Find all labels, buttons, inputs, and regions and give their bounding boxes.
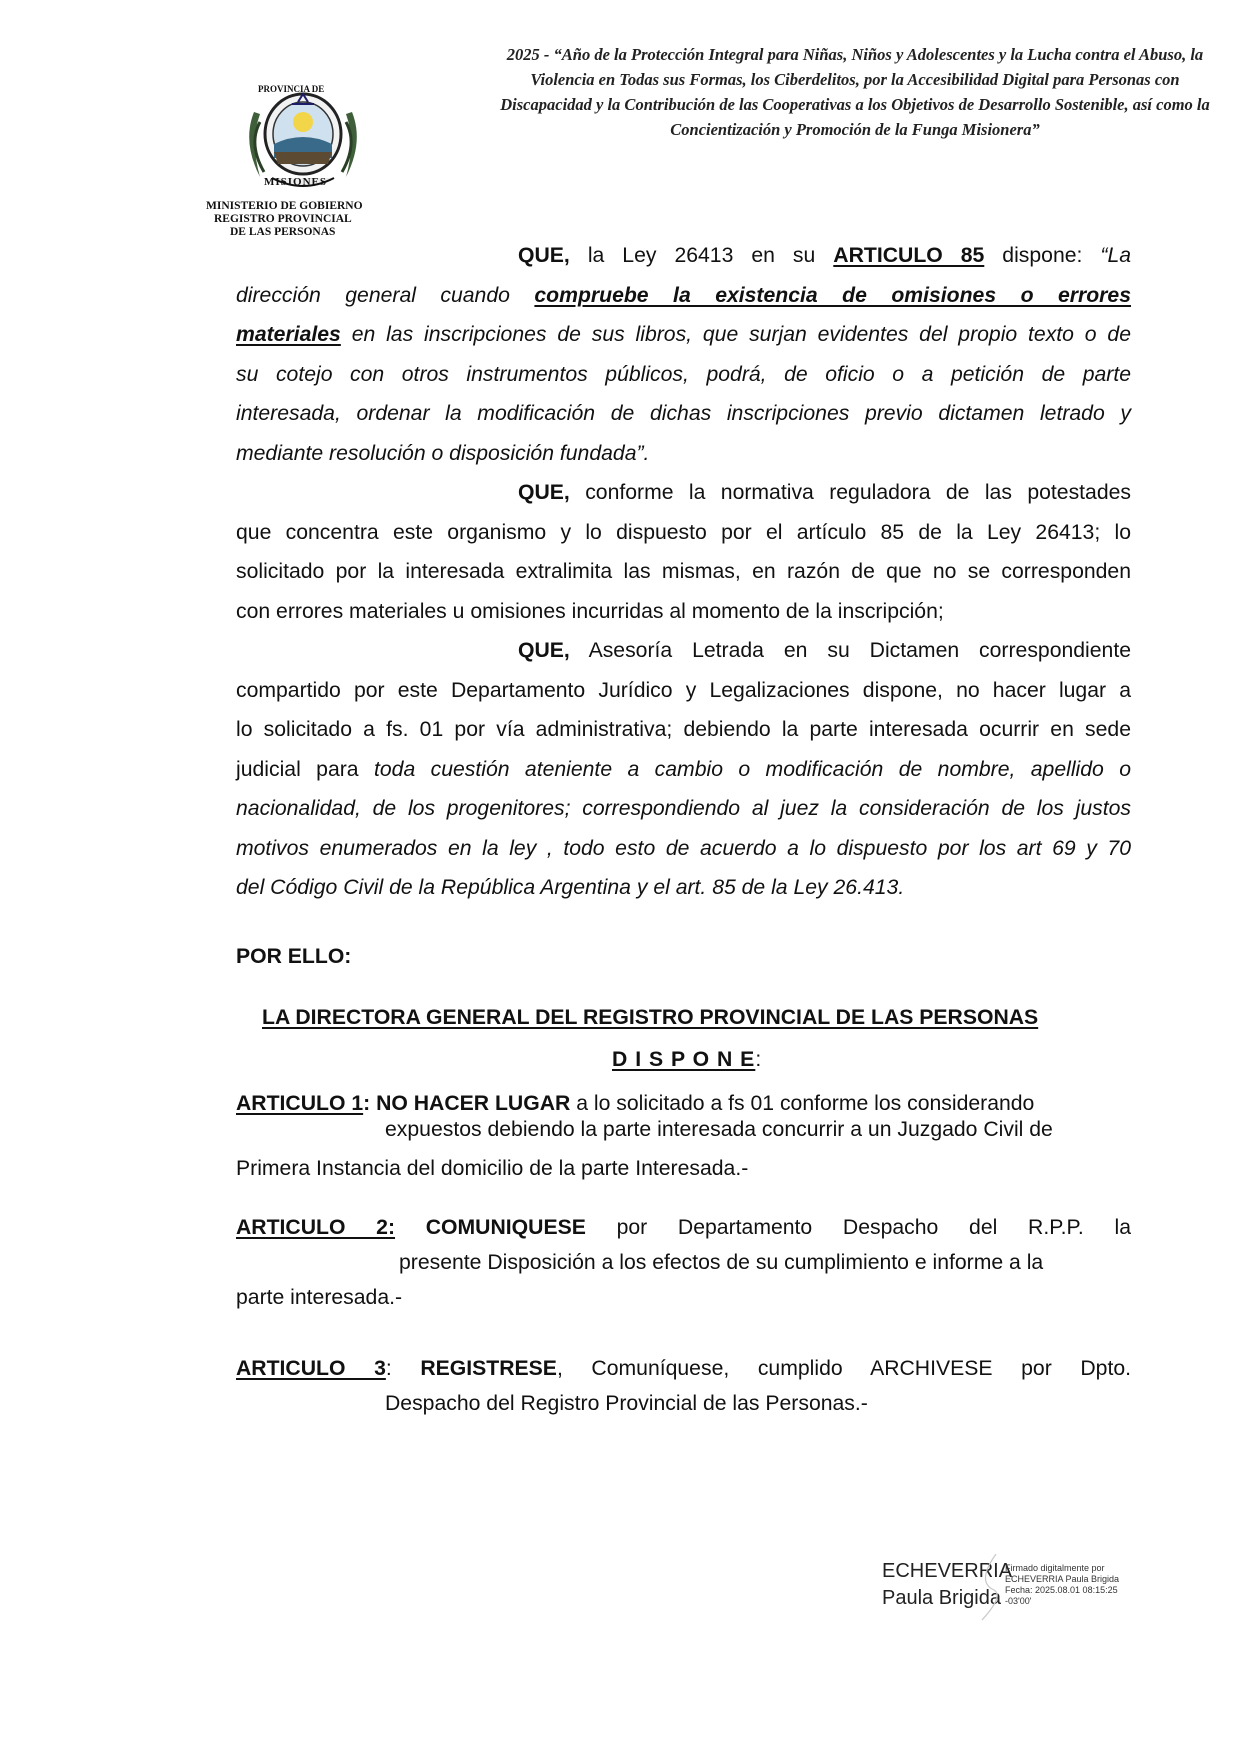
que-label: QUE, (518, 481, 570, 504)
p2-line-4: con errores materiales u omisiones incurridas al momento de la inscripción; (236, 600, 944, 623)
article-3-line-1: ARTICULO 3: REGISTRESE, Comuníquese, cumplido ARCHIVESE por Dpto. (236, 1357, 1131, 1380)
article-2-line-2: presente Disposición a los efectos de su cumplimiento e informe a la (399, 1251, 1044, 1274)
signature-flourish-icon (968, 1552, 1008, 1622)
que-label: QUE, (518, 244, 570, 267)
article-1-line-3: Primera Instancia del domicilio de la parte Interesada.- (236, 1157, 749, 1180)
p3-line-2: compartido por este Departamento Jurídico y Legalizaciones dispone, no hacer lugar a (236, 679, 1131, 702)
article-2-label: ARTICULO 2: (236, 1216, 396, 1239)
article-3-line-2: Despacho del Registro Provincial de las Personas.- (385, 1392, 868, 1415)
year-motto: 2025 - “Año de la Protección Integral para Niñas, Niños y Adolescentes y la Lucha contra el Abuso, la Violencia en Todas sus Formas, los Ciberdelitos, por la Accesibilidad Digital para Personas con Discapacidad y la Contribución de las Cooperativas a los Objetivos de Desarrollo Sostenible, así como la Concientización y Promoción de la Funga Misionera” (500, 45, 1210, 139)
article-3-label: ARTICULO 3 (236, 1357, 386, 1380)
article-1-label: ARTICULO 1 (236, 1092, 364, 1115)
dispone-heading: D I S P O N E: (612, 1048, 762, 1071)
p3-line-7: del Código Civil de la República Argentina y el art. 85 de la Ley 26.413. (236, 876, 905, 899)
ministry-block (206, 200, 406, 239)
article-2-line-3: parte interesada.- (236, 1286, 403, 1309)
p3-line-6: motivos enumerados en la ley , todo esto de acuerdo a lo dispuesto por los art 69 y 70 (236, 837, 1131, 860)
p3-line-1: QUE, Asesoría Letrada en su Dictamen correspondiente (518, 639, 1131, 662)
p3-line-4: judicial para toda cuestión ateniente a cambio o modificación de nombre, apellido o (236, 758, 1131, 781)
p1-line-6: mediante resolución o disposición fundada”. (236, 442, 650, 465)
persons-line: DE LAS PERSONAS (230, 226, 336, 238)
p1-line-3: materiales en las inscripciones de sus libros, que surjan evidentes del propio texto o de (236, 323, 1131, 346)
signature-given-name: Paula Brigida (882, 1587, 1001, 1609)
p3-line-3: lo solicitado a fs. 01 por vía administrativa; debiendo la parte interesada ocurrir en sede (236, 718, 1131, 741)
registry-line: REGISTRO PROVINCIAL (214, 213, 352, 225)
por-ello-heading: POR ELLO: (236, 945, 352, 968)
directora-heading: LA DIRECTORA GENERAL DEL REGISTRO PROVINCIAL DE LAS PERSONAS (262, 1006, 1039, 1029)
ministry-line: MINISTERIO DE GOBIERNO (206, 200, 363, 212)
article-1-line-1: ARTICULO 1: NO HACER LUGAR a lo solicitado a fs 01 conforme los considerando (236, 1092, 1035, 1115)
article-1-line-2: expuestos debiendo la parte interesada concurrir a un Juzgado Civil de (385, 1118, 1053, 1141)
article-2-line-1: ARTICULO 2: COMUNIQUESE por Departamento Despacho del R.P.P. la (236, 1216, 1132, 1239)
p1-line-1: QUE, la Ley 26413 en su ARTICULO 85 dispone: “La (518, 244, 1132, 267)
p2-line-2: que concentra este organismo y lo dispuesto por el artículo 85 de la Ley 26413; lo (236, 521, 1131, 544)
signature-metadata: Firmado digitalmente por ECHEVERRIA Paula Brigida Fecha: 2025.08.01 08:15:25 -03'00' (1005, 1563, 1120, 1606)
p3-line-5: nacionalidad, de los progenitores; correspondiendo al juez la consideración de los justos (236, 797, 1131, 820)
seal-top-text: PROVINCIA DE (258, 84, 325, 94)
que-label: QUE, (518, 639, 570, 662)
p2-line-1: QUE, conforme la normativa reguladora de las potestades (518, 481, 1131, 504)
p1-line-2: dirección general cuando compruebe la existencia de omisiones o errores (236, 284, 1131, 307)
p1-line-4: su cotejo con otros instrumentos públicos, podrá, de oficio o a petición de parte (236, 363, 1131, 386)
article-85-ref: ARTICULO 85 (833, 244, 985, 267)
p2-line-3: solicitado por la interesada extralimita las mismas, en razón de que no se corresponden (236, 560, 1131, 583)
signature-surname: ECHEVERRIA (882, 1560, 1013, 1582)
p1-line-5: interesada, ordenar la modificación de dichas inscripciones previo dictamen letrado y (236, 402, 1131, 425)
seal-bottom-text: MISIONES (264, 176, 328, 188)
